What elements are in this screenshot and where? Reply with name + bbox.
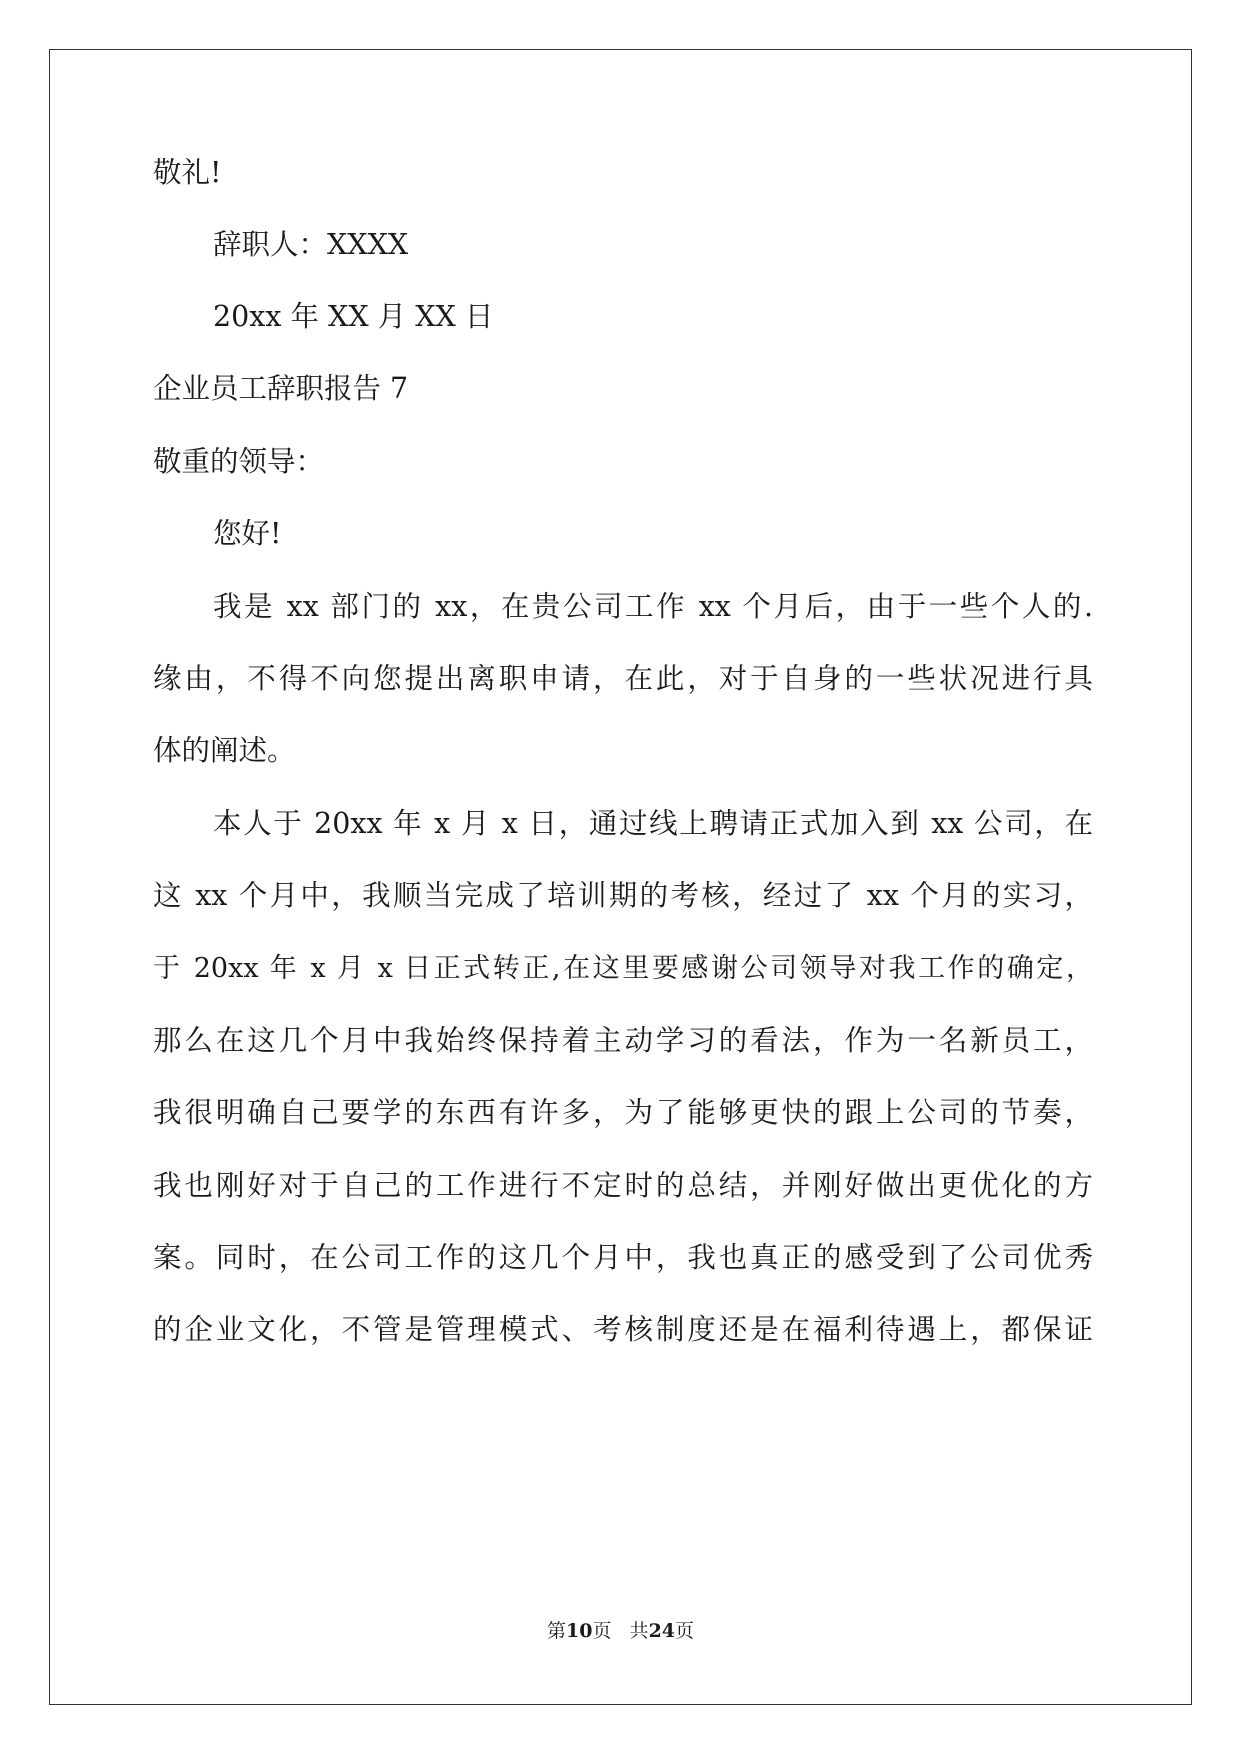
paragraph-line: 我也刚好对于自己的工作进行不定时的总结，并刚好做出更优化的方 [153,1169,1093,1202]
paragraph-line: 缘由，不得不向您提出离职申请，在此，对于自身的一些状况进行具 [153,662,1093,695]
current-page-number: 10 [565,1620,593,1642]
footer-middle: 页 共 [592,1620,649,1642]
paragraph-line: 于 20xx 年 x 月 x 日正式转正,在这里要感谢公司领导对我工作的确定， [153,953,1093,984]
footer-prefix: 第 [546,1620,566,1642]
paragraph-line: 我是 xx 部门的 xx，在贵公司工作 xx 个月后，由于一些个人的. [213,590,1093,623]
page-footer [0,1619,1241,1643]
paragraph-line: 的企业文化，不管是管理模式、考核制度还是在福利待遇上，都保证 [153,1313,1093,1346]
paragraph-line: 案。同时，在公司工作的这几个月中，我也真正的感受到了公司优秀 [153,1241,1093,1274]
paragraph-line: 那么在这几个月中我始终保持着主动学习的看法，作为一名新员工， [153,1024,1093,1057]
footer-suffix: 页 [675,1620,695,1642]
paragraph-line: 体的阐述。 [153,734,296,767]
date-line: 20xx 年 XX 月 XX 日 [213,300,494,333]
signer-line: 辞职人：XXXX [213,228,409,261]
paragraph-line: 我很明确自己要学的东西有许多，为了能够更快的跟上公司的节奏， [153,1096,1093,1129]
greeting: 您好! [213,517,282,550]
closing-salute: 敬礼! [153,156,222,189]
paragraph-line: 这 xx 个月中，我顺当完成了培训期的考核，经过了 xx 个月的实习， [153,879,1093,912]
page-border [49,49,1192,1705]
total-page-number: 24 [648,1620,676,1642]
salutation: 敬重的领导： [153,445,325,478]
paragraph-line: 本人于 20xx 年 x 月 x 日，通过线上聘请正式加入到 xx 公司，在 [213,807,1093,840]
section-title: 企业员工辞职报告 7 [153,372,409,405]
